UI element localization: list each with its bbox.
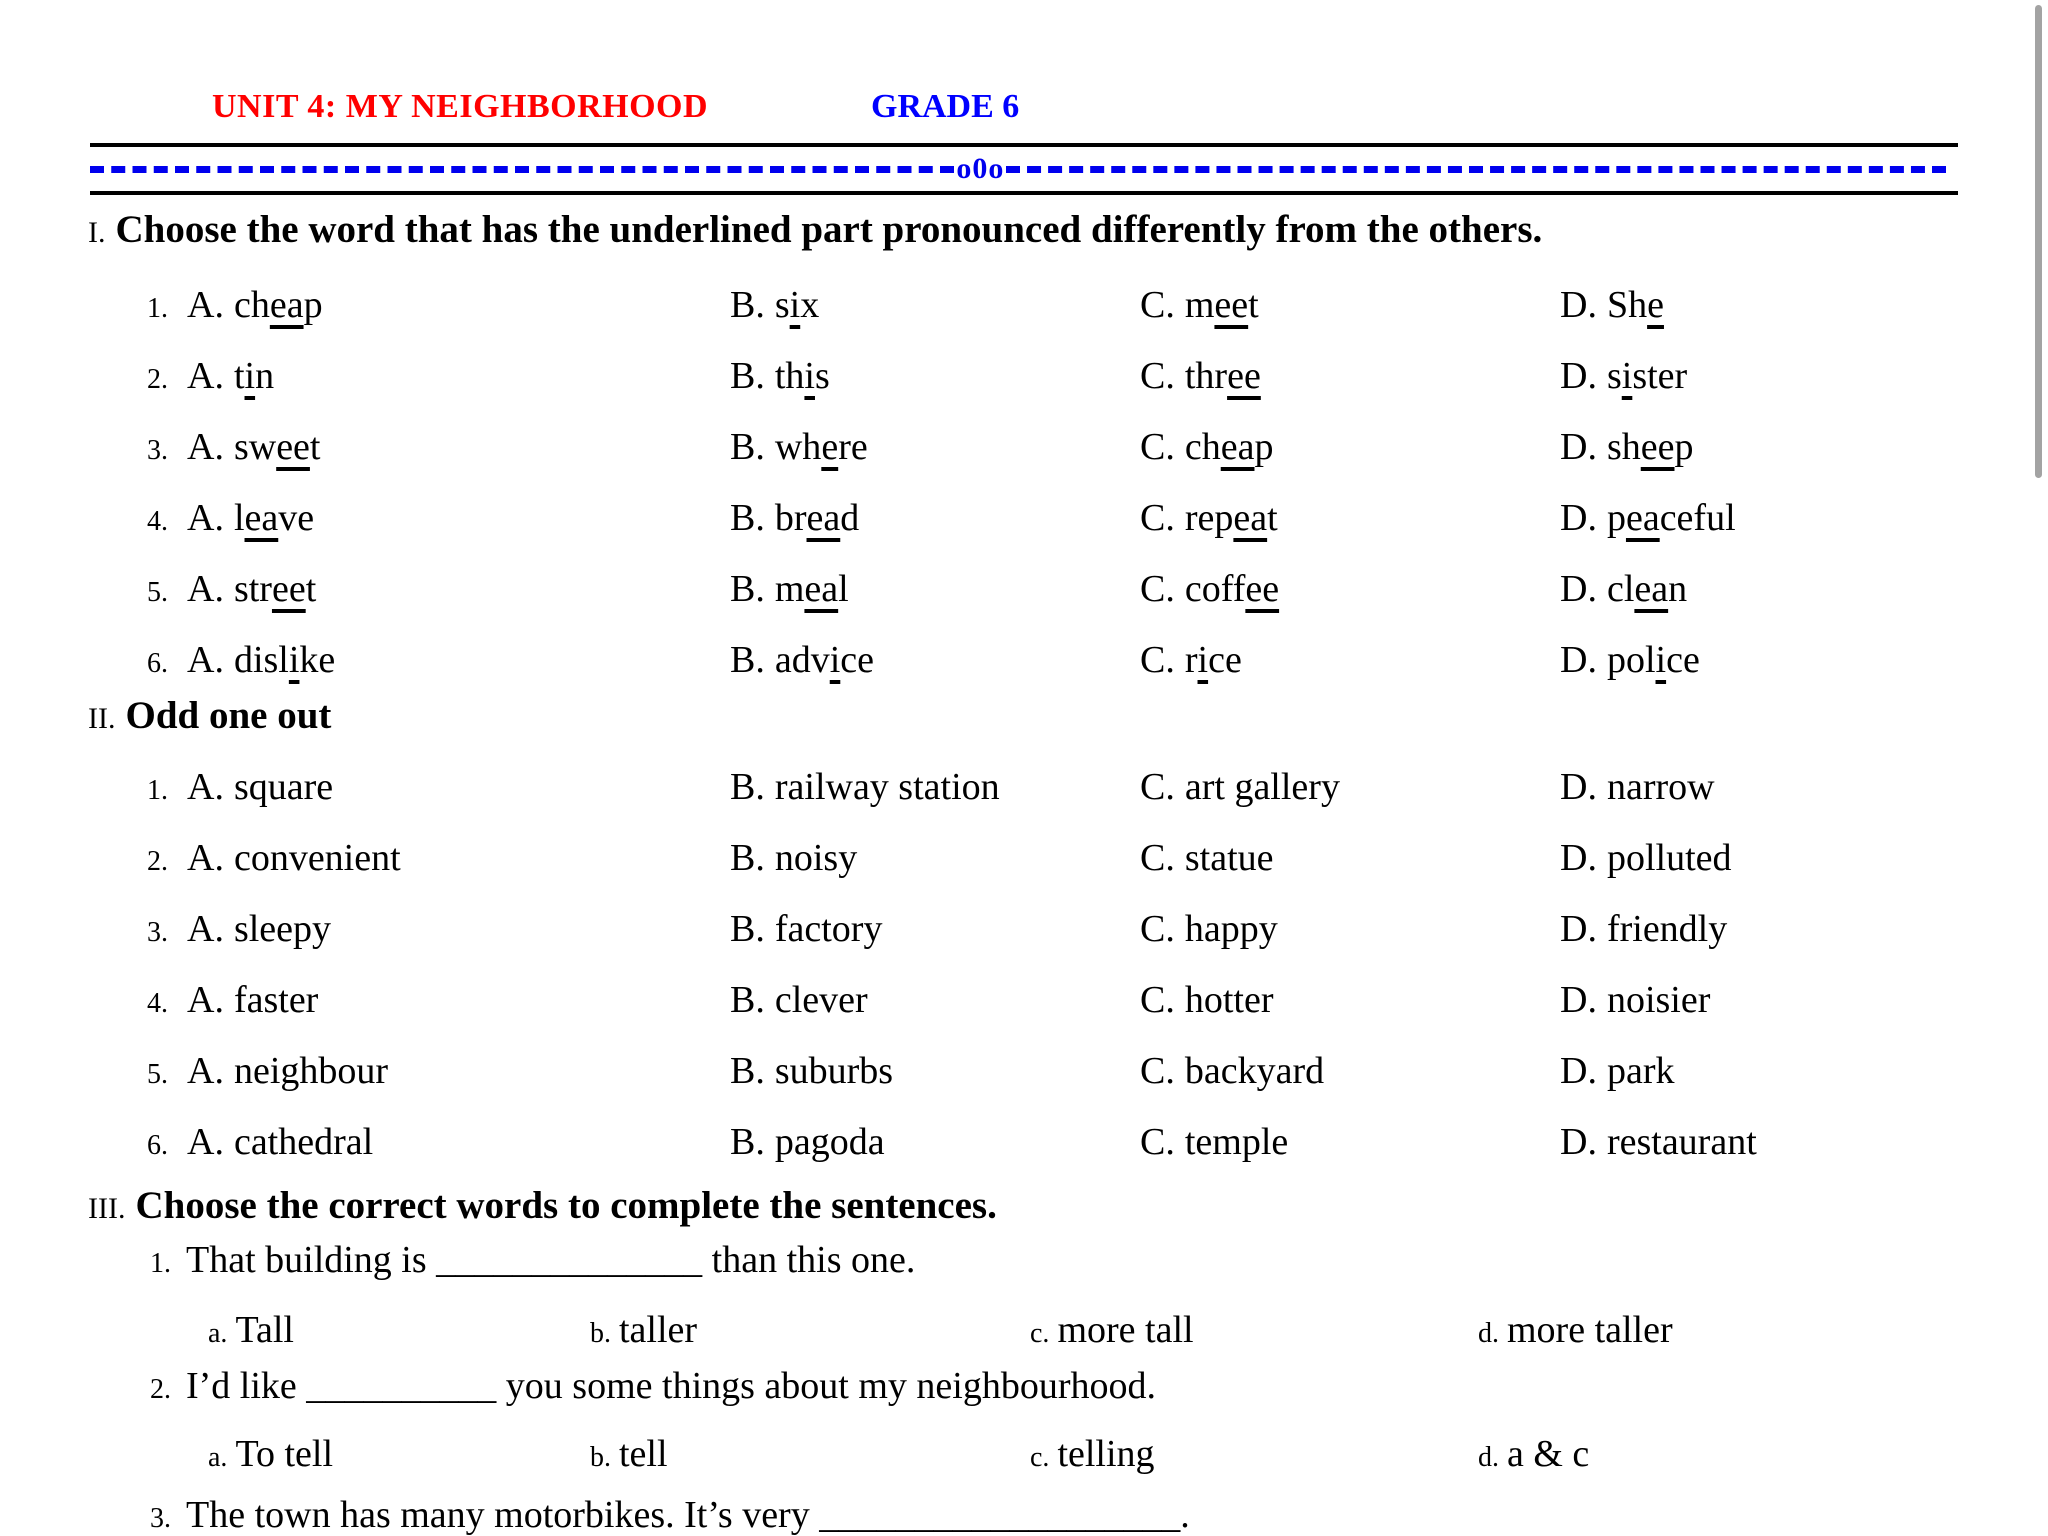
section-i <box>88 207 2008 709</box>
option-label: B. <box>730 1121 765 1163</box>
option-C <box>1140 978 1560 1022</box>
option-label: A. <box>187 355 224 397</box>
question-row <box>88 283 2008 354</box>
option-C <box>1140 425 1560 469</box>
question-number: 3. <box>147 435 168 466</box>
option-label: C. <box>1140 284 1175 326</box>
section-heading <box>88 1183 2008 1229</box>
question-number: 4. <box>147 988 168 1019</box>
option-label: C. <box>1140 979 1175 1021</box>
option-word: suburbs <box>774 1050 894 1092</box>
question-row <box>88 1120 2008 1191</box>
answer-option-c <box>1030 1432 1478 1480</box>
question-number: 2. <box>147 364 168 395</box>
answer-text: a & c <box>1507 1433 1590 1475</box>
option-label: D. <box>1560 979 1597 1021</box>
option-C <box>1140 765 1560 809</box>
sections-container <box>88 207 2008 1536</box>
option-word: park <box>1606 1050 1675 1092</box>
option-word: cheap <box>233 284 323 326</box>
option-word: clever <box>774 979 868 1021</box>
option-word: repeat <box>1184 497 1278 539</box>
option-D <box>1560 354 2008 398</box>
section-numeral: I. <box>88 216 106 249</box>
answer-letter: c. <box>1030 1318 1050 1349</box>
option-A <box>88 354 730 402</box>
underlined-part: ea <box>244 497 279 539</box>
underlined-part: i <box>1655 639 1667 681</box>
question-row <box>88 425 2008 496</box>
question-number: 6. <box>147 1130 168 1161</box>
underlined-part: ee <box>276 426 310 468</box>
answer-option-b <box>590 1308 1030 1356</box>
question-number: 3. <box>150 1503 171 1534</box>
option-word: factory <box>774 908 883 950</box>
option-C <box>1140 836 1560 880</box>
option-label: B. <box>730 979 765 1021</box>
question-list <box>88 765 2008 1191</box>
option-B <box>730 496 1140 540</box>
answer-letter: d. <box>1478 1442 1499 1473</box>
scrollbar-thumb[interactable] <box>2035 5 2042 478</box>
option-label: B. <box>730 497 765 539</box>
option-A <box>88 1120 730 1168</box>
option-label: A. <box>187 766 224 808</box>
option-label: A. <box>187 284 224 326</box>
option-label: D. <box>1560 355 1597 397</box>
question-number: 1. <box>150 1248 171 1279</box>
sentence-text: I’d like __________ you some things about my neighbourhood. <box>186 1365 1156 1407</box>
option-label: C. <box>1140 426 1175 468</box>
section-heading <box>88 207 2008 253</box>
option-word: faster <box>233 979 319 1021</box>
underlined-part: e <box>1647 284 1664 326</box>
option-label: B. <box>730 639 765 681</box>
option-label: D. <box>1560 1121 1597 1163</box>
section-numeral: II. <box>88 702 116 735</box>
option-word: convenient <box>233 837 401 879</box>
option-word: sister <box>1606 355 1688 397</box>
option-word: sheep <box>1606 426 1694 468</box>
answer-letter: b. <box>590 1442 611 1473</box>
question-number: 3. <box>147 917 168 948</box>
question-row <box>88 567 2008 638</box>
option-A <box>88 978 730 1026</box>
option-A <box>88 1049 730 1097</box>
grade-label: GRADE 6 <box>871 88 1020 125</box>
answer-letter: d. <box>1478 1318 1499 1349</box>
option-label: C. <box>1140 497 1175 539</box>
option-B <box>730 836 1140 880</box>
option-C <box>1140 354 1560 398</box>
question-row <box>88 1049 2008 1120</box>
answer-options-row <box>88 1308 2008 1363</box>
option-word: coffee <box>1184 568 1280 610</box>
section-ii <box>88 693 2008 1191</box>
option-label: B. <box>730 766 765 808</box>
option-A <box>88 425 730 473</box>
question-number: 4. <box>147 506 168 537</box>
option-word: railway station <box>774 766 1000 808</box>
option-word: dislike <box>233 639 336 681</box>
option-C <box>1140 1120 1560 1164</box>
option-word: leave <box>233 497 315 539</box>
option-label: D. <box>1560 908 1597 950</box>
question-row <box>88 836 2008 907</box>
option-B <box>730 907 1140 951</box>
answer-text: taller <box>619 1309 698 1351</box>
answer-letter: a. <box>208 1318 228 1349</box>
section-title: Odd one out <box>125 694 332 737</box>
question-number: 1. <box>147 293 168 324</box>
option-word: noisy <box>774 837 858 879</box>
option-C <box>1140 496 1560 540</box>
underlined-part: ee <box>1245 568 1280 610</box>
question-row <box>88 765 2008 836</box>
answer-text: Tall <box>235 1309 294 1351</box>
divider-dashes-left <box>90 166 954 173</box>
option-word: hotter <box>1184 979 1274 1021</box>
answer-blank: ___________________ <box>819 1494 1181 1536</box>
option-word: six <box>774 284 820 326</box>
option-label: D. <box>1560 837 1597 879</box>
underlined-part: ea <box>1233 497 1268 539</box>
question-number: 2. <box>150 1374 171 1405</box>
option-B <box>730 978 1140 1022</box>
underlined-part: ea <box>1625 497 1660 539</box>
option-word: street <box>233 568 317 610</box>
option-label: D. <box>1560 568 1597 610</box>
option-word: friendly <box>1606 908 1728 950</box>
option-label: D. <box>1560 284 1597 326</box>
answer-text: tell <box>619 1433 668 1475</box>
section-numeral: III. <box>88 1192 126 1225</box>
question-number: 2. <box>147 846 168 877</box>
option-label: C. <box>1140 568 1175 610</box>
option-D <box>1560 1120 2008 1164</box>
option-label: B. <box>730 908 765 950</box>
option-word: bread <box>774 497 860 539</box>
option-word: three <box>1184 355 1261 397</box>
option-word: this <box>774 355 830 397</box>
option-word: meal <box>774 568 849 610</box>
underlined-part: ea <box>1634 568 1669 610</box>
question-row <box>88 978 2008 1049</box>
underlined-part: i <box>288 639 300 681</box>
option-D <box>1560 567 2008 611</box>
option-word: pagoda <box>774 1121 885 1163</box>
option-label: B. <box>730 284 765 326</box>
option-label: A. <box>187 639 224 681</box>
option-D <box>1560 1049 2008 1093</box>
option-A <box>88 496 730 544</box>
option-label: A. <box>187 568 224 610</box>
option-label: B. <box>730 837 765 879</box>
question-number: 1. <box>147 775 168 806</box>
unit-title: UNIT 4: MY NEIGHBORHOOD <box>212 88 709 125</box>
option-word: noisier <box>1606 979 1711 1021</box>
option-word: sleepy <box>233 908 332 950</box>
option-B <box>730 425 1140 469</box>
underlined-part: i <box>1621 355 1633 397</box>
sentence-text: The town has many motorbikes. It’s very ___________________. <box>186 1494 1190 1536</box>
divider-dashes-right <box>1006 166 1946 173</box>
option-word: where <box>774 426 868 468</box>
option-label: C. <box>1140 837 1175 879</box>
option-word: polluted <box>1606 837 1732 879</box>
horizontal-rule-bottom <box>90 191 1958 195</box>
section-title: Choose the word that has the underlined part pronounced differently from the others. <box>115 208 1543 251</box>
question-row <box>88 496 2008 567</box>
section-iii <box>88 1183 2008 1536</box>
option-D <box>1560 638 2008 682</box>
section-title: Choose the correct words to complete the sentences. <box>135 1184 997 1227</box>
option-D <box>1560 283 2008 327</box>
option-word: peaceful <box>1606 497 1736 539</box>
underlined-part: ea <box>806 497 841 539</box>
underlined-part: ee <box>271 568 306 610</box>
question-list <box>88 283 2008 709</box>
option-word: temple <box>1184 1121 1289 1163</box>
option-word: She <box>1606 284 1664 326</box>
option-word: rice <box>1184 639 1242 681</box>
answer-option-d <box>1478 1432 2008 1480</box>
option-word: advice <box>774 639 875 681</box>
option-word: sweet <box>233 426 321 468</box>
option-label: B. <box>730 355 765 397</box>
answer-letter: b. <box>590 1318 611 1349</box>
underlined-part: ea <box>269 284 304 326</box>
underlined-part: ea <box>804 568 839 610</box>
option-C <box>1140 638 1560 682</box>
option-B <box>730 567 1140 611</box>
question-row <box>88 907 2008 978</box>
option-label: D. <box>1560 639 1597 681</box>
underlined-part: i <box>789 284 801 326</box>
underlined-part: ee <box>1227 355 1261 397</box>
question-number: 6. <box>147 648 168 679</box>
answer-option-d <box>1478 1308 2008 1356</box>
option-word: clean <box>1606 568 1688 610</box>
underlined-part: i <box>1197 639 1209 681</box>
option-C <box>1140 283 1560 327</box>
option-label: A. <box>187 1050 224 1092</box>
document-header <box>88 88 2008 143</box>
underlined-part: e <box>821 426 839 468</box>
option-label: B. <box>730 1050 765 1092</box>
answer-blank: __________ <box>306 1365 497 1407</box>
option-B <box>730 638 1140 682</box>
answer-text: more taller <box>1507 1309 1673 1351</box>
underlined-part: i <box>829 639 841 681</box>
answer-option-c <box>1030 1308 1478 1356</box>
option-D <box>1560 978 2008 1022</box>
option-label: C. <box>1140 355 1175 397</box>
option-A <box>88 836 730 884</box>
underlined-part: ee <box>1214 284 1249 326</box>
option-D <box>1560 836 2008 880</box>
option-label: D. <box>1560 766 1597 808</box>
answer-text: more tall <box>1057 1309 1194 1351</box>
question-number: 5. <box>147 1059 168 1090</box>
option-label: A. <box>187 908 224 950</box>
option-label: C. <box>1140 766 1175 808</box>
option-label: D. <box>1560 426 1597 468</box>
option-word: tin <box>233 355 275 397</box>
option-word: happy <box>1184 908 1278 950</box>
option-label: C. <box>1140 908 1175 950</box>
option-label: B. <box>730 426 765 468</box>
option-label: C. <box>1140 639 1175 681</box>
option-word: cathedral <box>233 1121 374 1163</box>
option-label: A. <box>187 426 224 468</box>
option-B <box>730 1049 1140 1093</box>
answer-option-a <box>208 1308 590 1356</box>
sentence-row <box>88 1492 2008 1536</box>
option-label: A. <box>187 497 224 539</box>
option-A <box>88 567 730 615</box>
answer-blank: ______________ <box>436 1239 703 1281</box>
option-B <box>730 765 1140 809</box>
underlined-part: ea <box>1220 426 1255 468</box>
underlined-part: ee <box>1640 426 1675 468</box>
option-C <box>1140 567 1560 611</box>
option-B <box>730 1120 1140 1164</box>
option-label: D. <box>1560 497 1597 539</box>
option-word: neighbour <box>233 1050 389 1092</box>
sentence-row <box>88 1237 2008 1308</box>
answer-text: To tell <box>235 1433 334 1475</box>
option-word: meet <box>1184 284 1259 326</box>
option-word: restaurant <box>1606 1121 1757 1163</box>
option-A <box>88 907 730 955</box>
option-A <box>88 283 730 331</box>
question-number: 5. <box>147 577 168 608</box>
option-D <box>1560 907 2008 951</box>
ooo-divider <box>90 152 1946 185</box>
option-A <box>88 765 730 813</box>
answer-text: telling <box>1057 1433 1155 1475</box>
option-label: C. <box>1140 1121 1175 1163</box>
answer-options-row <box>88 1432 2008 1492</box>
answer-option-b <box>590 1432 1030 1480</box>
divider-center-text: o0o <box>956 152 1005 185</box>
option-label: C. <box>1140 1050 1175 1092</box>
underlined-part: i <box>804 355 815 397</box>
option-D <box>1560 425 2008 469</box>
option-label: A. <box>187 979 224 1021</box>
answer-letter: c. <box>1030 1442 1050 1473</box>
option-label: A. <box>187 837 224 879</box>
option-C <box>1140 1049 1560 1093</box>
option-word: cheap <box>1184 426 1274 468</box>
option-A <box>88 638 730 686</box>
option-word: police <box>1606 639 1700 681</box>
question-row <box>88 354 2008 425</box>
option-label: B. <box>730 568 765 610</box>
sentence-text: That building is ______________ than this one. <box>186 1239 916 1281</box>
answer-option-a <box>208 1432 590 1480</box>
horizontal-rule-top <box>90 143 1958 147</box>
option-word: square <box>233 766 334 808</box>
option-word: backyard <box>1184 1050 1325 1092</box>
option-word: statue <box>1184 837 1274 879</box>
option-word: art gallery <box>1184 766 1340 808</box>
underlined-part: i <box>244 355 256 397</box>
option-B <box>730 354 1140 398</box>
option-word: narrow <box>1606 766 1715 808</box>
answer-letter: a. <box>208 1442 228 1473</box>
option-D <box>1560 496 2008 540</box>
sentence-row <box>88 1363 2008 1432</box>
option-label: D. <box>1560 1050 1597 1092</box>
option-C <box>1140 907 1560 951</box>
option-label: A. <box>187 1121 224 1163</box>
option-D <box>1560 765 2008 809</box>
option-B <box>730 283 1140 327</box>
section-heading <box>88 693 2008 739</box>
